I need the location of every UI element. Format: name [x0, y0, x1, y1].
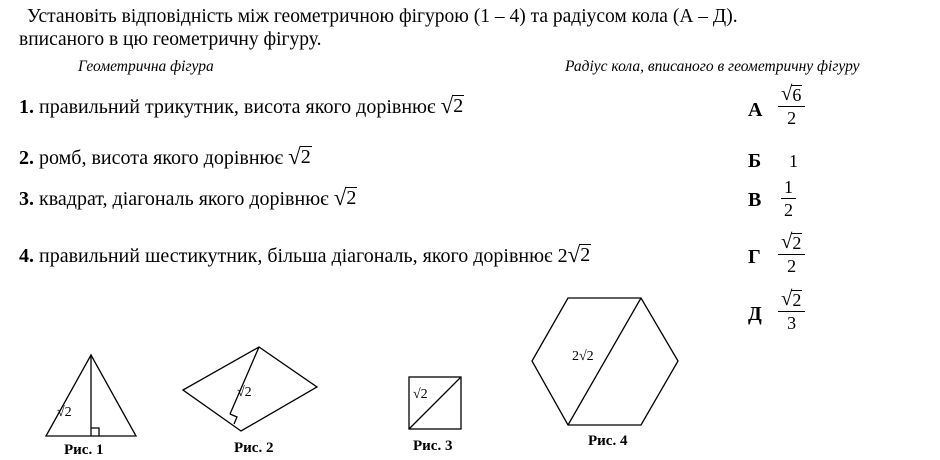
figure-4-label: 2√2 — [572, 349, 594, 364]
option-letter-g: Г — [748, 246, 761, 268]
task-line-1: Установіть відповідність між геометричною фігурою (1 – 4) та радіусом кола (А – Д). — [27, 6, 738, 27]
caption-fig-3: Рис. 3 — [413, 438, 453, 454]
caption-fig-2: Рис. 2 — [234, 440, 274, 456]
item-4: 4. правильний шестикутник, більша діагональ, якого дорівнює 2 √ 2 — [19, 242, 591, 267]
figure-2-label: √2 — [237, 385, 252, 400]
sqrt-expr: √ 2 — [333, 185, 357, 210]
sqrt-expr: √ 2 — [288, 144, 311, 169]
option-letter-d: Д — [748, 303, 762, 325]
figure-4-hexagon — [532, 298, 678, 425]
caption-fig-4: Рис. 4 — [588, 433, 628, 449]
option-value-g: √ 2 2 — [778, 232, 805, 276]
figure-3-label: √2 — [413, 387, 428, 402]
option-value-d: √ 2 3 — [778, 289, 805, 333]
figure-1-triangle — [46, 355, 136, 436]
option-value-b: 1 — [789, 151, 798, 171]
figure-1-label: √2 — [57, 405, 72, 420]
header-figure: Геометрична фігура — [78, 58, 214, 75]
caption-fig-1: Рис. 1 — [64, 442, 104, 458]
header-radius: Радіус кола, вписаного в геометричну фігуру — [565, 58, 860, 75]
sqrt-expr: √ 2 — [440, 93, 464, 118]
option-letter-a: А — [748, 99, 763, 121]
option-letter-v: В — [748, 189, 762, 211]
item-1: 1. правильний трикутник, висота якого дорівнює √ 2 — [19, 93, 464, 118]
item-2: 2. ромб, висота якого дорівнює √ 2 — [19, 144, 311, 169]
task-line-2: вписаного в цю геометричну фігуру. — [19, 29, 322, 50]
sqrt-expr: √ 2 — [567, 242, 591, 267]
figure-3-square — [409, 377, 461, 429]
option-value-v: 1 2 — [781, 177, 796, 220]
option-value-a: √ 6 2 — [778, 84, 805, 128]
item-3: 3. квадрат, діагональ якого дорівнює √ 2 — [19, 185, 357, 210]
option-letter-b: Б — [748, 150, 762, 172]
